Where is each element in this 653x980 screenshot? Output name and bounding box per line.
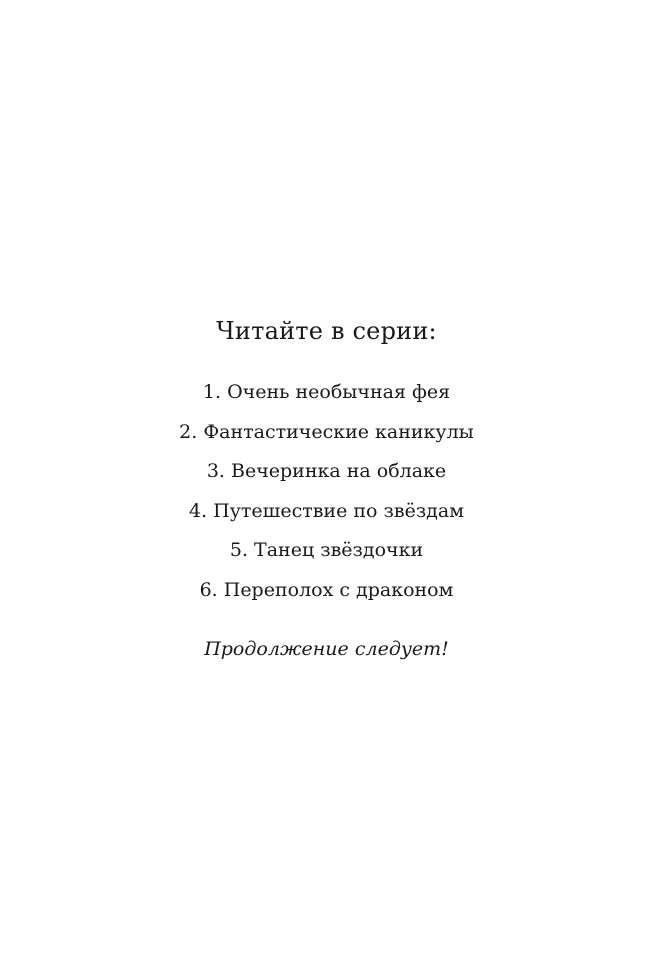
series-book-list	[0, 375, 653, 612]
book-title-2: 2. Фантастические каникулы	[179, 420, 474, 443]
book-title-4: 4. Путешествие по звёздам	[189, 499, 464, 522]
to-be-continued-note: Продолжение следует!	[204, 638, 449, 660]
series-heading: Читайте в серии:	[216, 317, 437, 345]
book-title-3: 3. Вечеринка на облаке	[206, 460, 447, 482]
book-title-5: 5. Танец звёздочки	[229, 539, 424, 561]
book-title-1: 1. Очень необычная фея	[202, 381, 451, 403]
book-title-6: 6. Переполох с драконом	[199, 578, 454, 601]
